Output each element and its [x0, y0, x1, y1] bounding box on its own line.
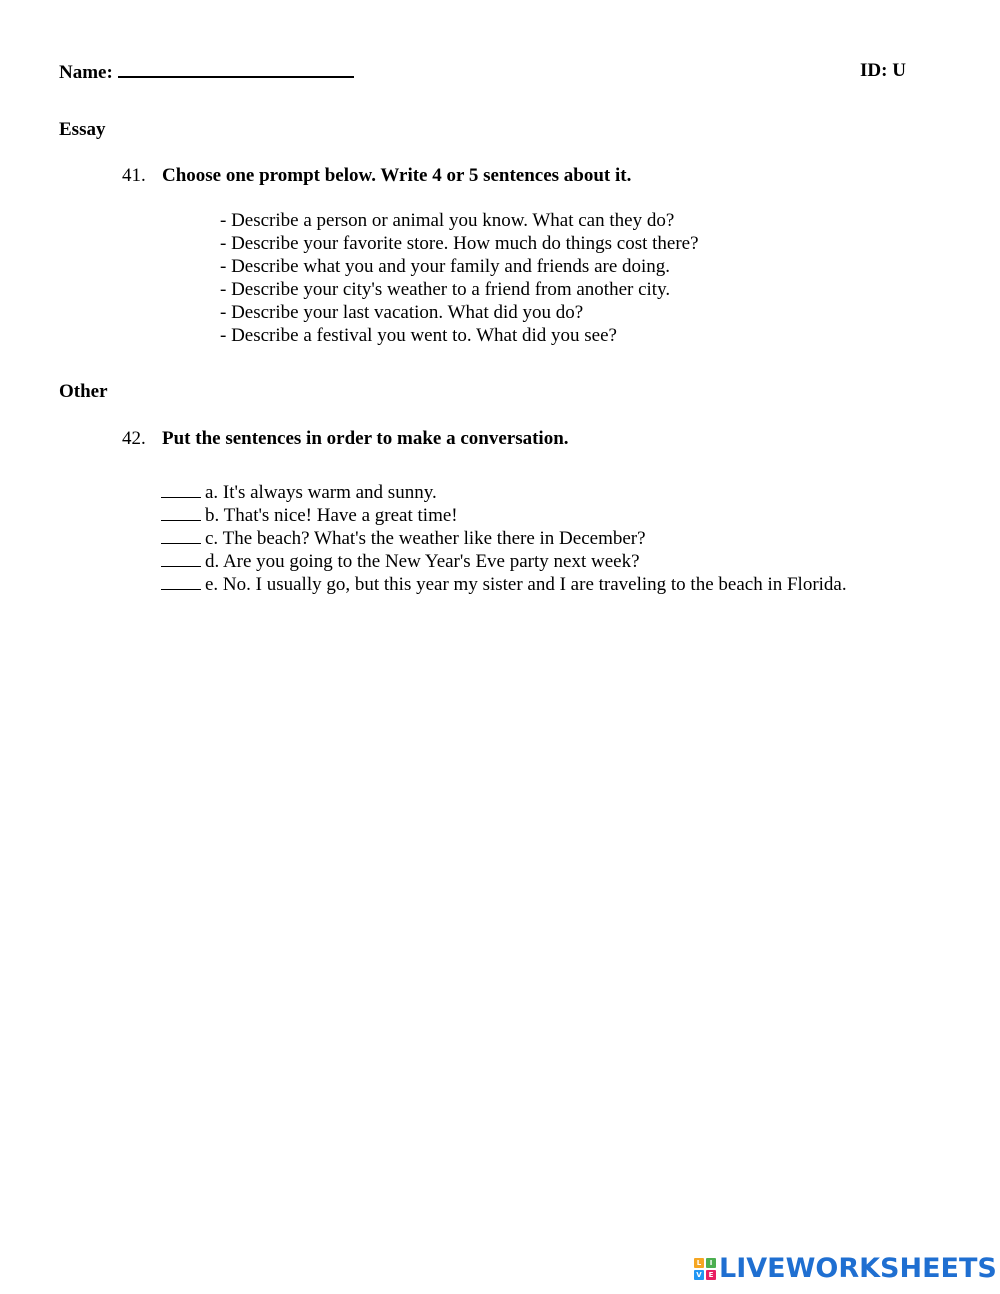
- question-prompt: Choose one prompt below. Write 4 or 5 sentences about it.: [162, 165, 632, 186]
- name-label: [59, 59, 354, 85]
- list-item: [161, 550, 847, 573]
- logo-block: L: [694, 1258, 704, 1268]
- liveworksheets-logo: [694, 1254, 997, 1284]
- name-label-text: Name:: [59, 62, 113, 83]
- sentence-text: e. No. I usually go, but this year my sister and I are traveling to the beach in Florida.: [205, 574, 847, 595]
- section-title-other: Other: [59, 381, 108, 402]
- question-number: 42.: [122, 428, 146, 449]
- question-number: 41.: [122, 165, 146, 186]
- logo-block: V: [694, 1270, 704, 1280]
- order-answer-blank[interactable]: [161, 574, 201, 590]
- conversation-order-list: [161, 481, 847, 596]
- logo-text: LIVEWORKSHEETS: [719, 1253, 997, 1284]
- list-item: - Describe your city's weather to a friend from another city.: [220, 279, 671, 300]
- logo-blocks-icon: [694, 1258, 716, 1280]
- question-prompt: Put the sentences in order to make a conversation.: [162, 428, 569, 449]
- logo-block: I: [706, 1258, 716, 1268]
- essay-prompt-list: [220, 209, 699, 347]
- order-answer-blank[interactable]: [161, 528, 201, 544]
- list-item: [161, 481, 847, 504]
- id-label: ID: U: [860, 60, 906, 81]
- list-item: - Describe what you and your family and friends are doing.: [220, 256, 671, 277]
- list-item: - Describe your favorite store. How much do things cost there?: [220, 233, 699, 254]
- list-item: - Describe your last vacation. What did you do?: [220, 302, 584, 323]
- sentence-text: b. That's nice! Have a great time!: [205, 505, 458, 526]
- question-41: [122, 164, 631, 188]
- section-title-essay: Essay: [59, 119, 106, 140]
- sentence-text: a. It's always warm and sunny.: [205, 482, 437, 503]
- name-blank-line[interactable]: [118, 59, 354, 78]
- list-item: - Describe a festival you went to. What did you see?: [220, 325, 617, 346]
- list-item: [161, 527, 847, 550]
- list-item: - Describe a person or animal you know. What can they do?: [220, 210, 675, 231]
- logo-block: E: [706, 1270, 716, 1280]
- order-answer-blank[interactable]: [161, 551, 201, 567]
- list-item: [161, 504, 847, 527]
- question-42: [122, 427, 569, 451]
- order-answer-blank[interactable]: [161, 482, 201, 498]
- order-answer-blank[interactable]: [161, 505, 201, 521]
- sentence-text: d. Are you going to the New Year's Eve party next week?: [205, 551, 640, 572]
- sentence-text: c. The beach? What's the weather like there in December?: [205, 528, 646, 549]
- list-item: [161, 573, 847, 596]
